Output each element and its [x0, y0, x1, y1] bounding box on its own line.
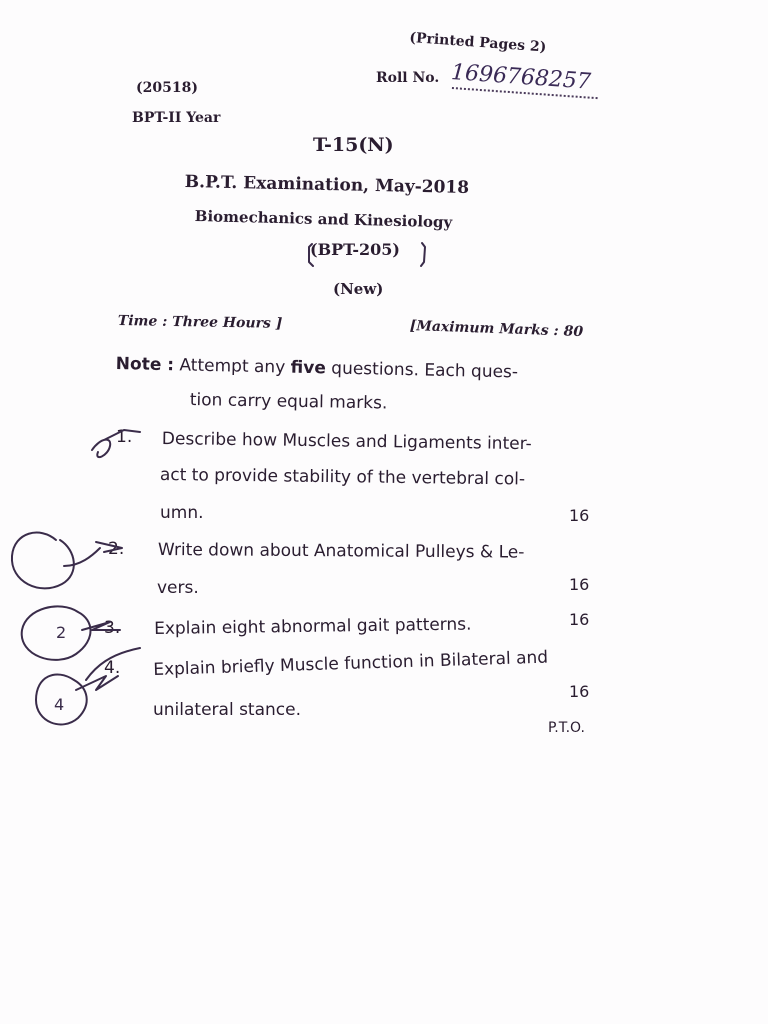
- question-4-line-2: unilateral stance.: [153, 700, 301, 720]
- note-text-a: Attempt any: [179, 355, 286, 378]
- question-2-line-2: vers.: [157, 578, 199, 598]
- course-code: T-15(N): [313, 134, 394, 156]
- note-text-b: questions. Each ques-: [331, 358, 519, 383]
- note-emphasis: five: [290, 357, 327, 379]
- question-1-marks: 16: [569, 506, 590, 525]
- question-4-pointer: [76, 676, 118, 690]
- roll-number-value: 1696768257: [450, 60, 592, 95]
- printed-pages-label: (Printed Pages 2): [408, 30, 547, 56]
- circled-mark-4-text: 4: [54, 695, 65, 714]
- bracket-left-mark: [309, 244, 313, 266]
- question-1-tick-mark: [92, 430, 140, 457]
- year-label: BPT-II Year: [132, 110, 221, 126]
- question-3-line-1: Explain eight abnormal gait patterns.: [154, 614, 472, 639]
- pto-label: P.T.O.: [548, 720, 585, 736]
- question-4-number: 4.: [104, 658, 121, 678]
- exam-title: B.P.T. Examination, May-2018: [184, 172, 470, 198]
- question-2-number: 2.: [108, 539, 125, 559]
- note-line-2: tion carry equal marks.: [189, 390, 388, 414]
- subject-code: (BPT-205): [310, 240, 400, 259]
- note-label: Note :: [115, 354, 175, 376]
- roll-number-label: Roll No.: [376, 70, 440, 86]
- question-1-line-3: umn.: [160, 503, 204, 523]
- question-2-marks: 16: [569, 575, 590, 594]
- question-4-marks: 16: [569, 682, 590, 701]
- question-1-line-1: Describe how Muscles and Ligaments inter-: [161, 429, 532, 455]
- new-tag: (New): [333, 280, 384, 298]
- paper-code: (20518): [136, 80, 198, 96]
- bracket-right-mark: [421, 243, 425, 266]
- question-1-line-2: act to provide stability of the vertebral col-: [159, 465, 526, 490]
- question-4-pointer-extension: [86, 648, 140, 680]
- question-3-marks: 16: [569, 610, 590, 629]
- question-3-pointer: [82, 622, 120, 630]
- question-4-line-1: Explain briefly Muscle function in Bilateral and: [153, 647, 549, 680]
- max-marks-label: [Maximum Marks : 80: [409, 318, 584, 341]
- question-2-line-1: Write down about Anatomical Pulleys & Le-: [157, 540, 525, 563]
- question-1-number: 1.: [116, 427, 133, 447]
- time-label: Time : Three Hours ]: [117, 313, 283, 332]
- question-3-number: 3.: [104, 618, 121, 638]
- subject-title: Biomechanics and Kinesiology: [194, 207, 453, 232]
- circled-mark-2-text: 2: [56, 623, 67, 642]
- circled-mark-left: [12, 533, 74, 589]
